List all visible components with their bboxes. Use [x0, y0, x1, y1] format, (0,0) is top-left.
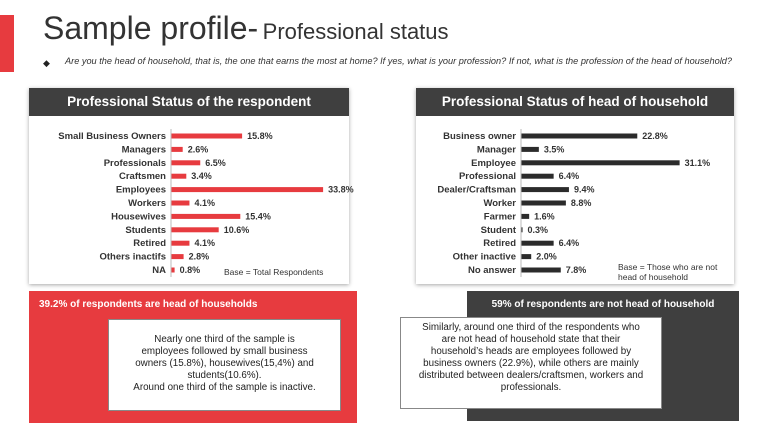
- data-label: 8.8%: [570, 198, 592, 208]
- category-label: Others inactifs: [99, 251, 166, 263]
- category-label: Managers: [121, 144, 166, 156]
- title-sub: Professional status: [262, 19, 449, 44]
- data-label: 15.8%: [247, 131, 273, 141]
- survey-question: Are you the head of household, that is, the one that earns the most at home? If yes, what is your profession? If not, what is the profession of the head of household?: [65, 56, 733, 66]
- data-label: 2.8%: [188, 251, 210, 262]
- data-label: 3.5%: [543, 144, 565, 155]
- data-label: 6.5%: [205, 157, 226, 168]
- summary-line: Similarly, around one third of the respondents who: [422, 322, 640, 333]
- summary-line: business owners (22.9%), while others are mainly: [423, 358, 639, 369]
- base-note: Base = Total Respondents: [224, 267, 324, 277]
- base-note: head of household: [618, 272, 688, 282]
- data-label: 6.4%: [558, 238, 580, 249]
- data-label: 0.3%: [527, 224, 549, 235]
- data-bar: [521, 147, 539, 152]
- summary-line: students(10.6%).: [187, 370, 262, 381]
- data-bar: [521, 174, 554, 179]
- data-bar: [521, 160, 680, 165]
- data-bar: [171, 187, 323, 192]
- right-chart-title: Professional Status of head of household: [416, 88, 734, 116]
- data-bar: [171, 134, 242, 139]
- category-label: Employee: [471, 157, 516, 169]
- summary-line: Around one third of the sample is inactive.: [133, 382, 316, 393]
- data-label: 0.8%: [179, 265, 201, 275]
- data-label: 4.1%: [194, 198, 215, 208]
- right-banner: 59% of respondents are not head of household: [491, 299, 715, 310]
- data-label: 3.4%: [191, 171, 212, 182]
- category-label: Small Business Owners: [58, 131, 166, 142]
- data-bar: [521, 268, 561, 273]
- data-bar: [171, 147, 183, 152]
- category-label: Craftsmen: [119, 171, 166, 183]
- head-of-household-chart: [416, 120, 734, 284]
- data-bar: [171, 160, 200, 165]
- data-label: 31.1%: [684, 157, 711, 168]
- category-label: Student: [480, 224, 516, 236]
- summary-line: Nearly one third of the sample is: [154, 334, 295, 345]
- category-label: Housewives: [111, 211, 166, 223]
- diamond-bullet-icon: ◆: [43, 58, 50, 68]
- data-bar: [521, 187, 569, 192]
- data-label: 33.8%: [328, 184, 354, 195]
- data-bar: [171, 254, 184, 259]
- data-label: 1.6%: [534, 211, 555, 222]
- summary-line: are not head of household state that their: [441, 334, 621, 345]
- title-main: Sample profile-: [43, 10, 259, 46]
- category-label: Workers: [128, 198, 166, 209]
- data-bar: [171, 174, 186, 179]
- right-summary-box: [400, 317, 662, 409]
- category-label: Professional: [458, 171, 516, 183]
- data-bar: [521, 134, 637, 139]
- category-label: Business owner: [443, 131, 516, 142]
- data-bar: [171, 227, 219, 232]
- left-banner: 39.2% of respondents are head of households: [39, 299, 258, 310]
- left-summary-box: [108, 319, 341, 411]
- data-label: 10.6%: [223, 224, 250, 235]
- category-label: Other inactive: [452, 251, 516, 263]
- data-bar: [171, 214, 240, 219]
- summary-line: owners (15.8%), housewives(15,4%) and: [135, 358, 314, 369]
- data-bar: [521, 201, 566, 206]
- category-label: Retired: [483, 238, 516, 250]
- data-label: 2.6%: [187, 144, 209, 155]
- data-bar: [521, 254, 531, 259]
- summary-line: distributed between dealers/craftsmen, workers and: [418, 370, 644, 381]
- summary-line: household’s heads are employees followed by: [430, 346, 632, 357]
- category-label: Farmer: [483, 211, 516, 223]
- accent-bar: [0, 15, 14, 72]
- data-bar: [171, 241, 189, 246]
- category-label: Students: [125, 224, 166, 236]
- data-bar: [521, 214, 529, 219]
- category-label: No answer: [467, 265, 516, 276]
- data-label: 15.4%: [245, 211, 271, 222]
- category-label: Employees: [115, 184, 166, 196]
- data-label: 22.8%: [642, 131, 668, 141]
- category-label: Manager: [476, 144, 516, 156]
- slide-title: [43, 10, 449, 47]
- category-label: Worker: [483, 198, 516, 209]
- category-label: NA: [152, 265, 166, 276]
- data-label: 9.4%: [573, 184, 595, 195]
- data-label: 2.0%: [536, 251, 557, 262]
- summary-line: professionals.: [500, 382, 562, 393]
- data-bar: [171, 268, 175, 273]
- base-note: Base = Those who are not: [618, 262, 718, 272]
- data-label: 6.4%: [558, 171, 580, 182]
- category-label: Dealer/Craftsman: [437, 184, 516, 196]
- category-label: Retired: [133, 238, 166, 250]
- category-label: Professionals: [103, 157, 166, 169]
- respondent-status-chart: [29, 120, 354, 284]
- data-bar: [521, 241, 554, 246]
- left-chart-title: Professional Status of the respondent: [29, 88, 349, 116]
- data-bar: [171, 201, 189, 206]
- data-label: 4.1%: [194, 238, 215, 249]
- summary-line: employees followed by small business: [141, 346, 308, 357]
- data-label: 7.8%: [565, 265, 587, 275]
